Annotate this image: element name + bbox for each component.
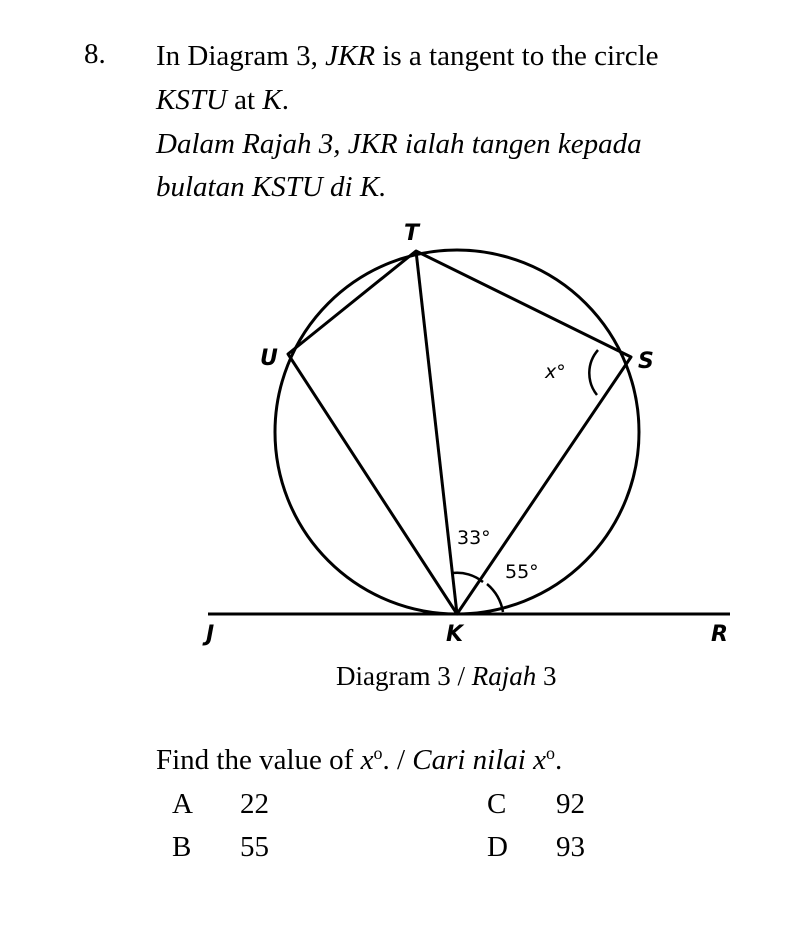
- prompt-en-pre: Find the value of: [156, 744, 361, 776]
- option-d-letter: D: [487, 831, 508, 863]
- prompt-deg: o: [373, 743, 383, 764]
- option-a-value: 22: [240, 788, 269, 820]
- label-point-s: S: [638, 349, 654, 374]
- question-text-my-line1: Dalam Rajah 3, JKR ialah tangen kepada: [156, 128, 642, 160]
- find-prompt: [156, 743, 563, 776]
- question-number: 8.: [84, 38, 106, 70]
- label-point-t: T: [404, 221, 420, 246]
- option-a-letter: A: [172, 788, 193, 820]
- prompt-my-deg: o: [545, 743, 555, 764]
- circle-name: KSTU: [156, 84, 227, 116]
- question-text-my-line2: bulatan KSTU di K.: [156, 171, 387, 203]
- question-text-at: at: [226, 84, 263, 116]
- tangent-point: K: [262, 84, 282, 116]
- circle-kstu: [275, 250, 639, 614]
- prompt-en-post: . /: [382, 744, 413, 776]
- label-angle-x: x°: [545, 361, 566, 383]
- caption-my: Rajah: [471, 661, 537, 691]
- prompt-my-post: .: [554, 744, 563, 776]
- label-point-r: R: [711, 622, 728, 647]
- option-b-letter: B: [172, 831, 192, 863]
- label-point-j: J: [206, 622, 215, 647]
- prompt-my-var: x: [533, 744, 546, 776]
- label-point-u: U: [260, 346, 278, 371]
- prompt-var: x: [360, 744, 374, 776]
- diagram-caption: [336, 661, 556, 692]
- label-angle-33: 33°: [457, 527, 491, 549]
- question-text-pre: In Diagram 3,: [156, 40, 326, 72]
- label-point-k: K: [446, 622, 464, 647]
- option-d-value: 93: [556, 831, 585, 863]
- prompt-my-pre: Cari nilai: [412, 744, 534, 776]
- label-angle-55: 55°: [505, 561, 539, 583]
- option-b-value: 55: [240, 831, 269, 863]
- caption-num: 3: [536, 661, 557, 691]
- tangent-name: JKR: [325, 40, 376, 72]
- question-text-post: is a tangent to the circle: [375, 40, 659, 72]
- angle-arc-x: [589, 350, 598, 395]
- quadrilateral-kutsk: [288, 251, 631, 614]
- question-text-end: .: [281, 84, 289, 116]
- option-c-value: 92: [556, 788, 585, 820]
- option-c-letter: C: [487, 788, 507, 820]
- caption-en: Diagram 3 /: [336, 661, 472, 691]
